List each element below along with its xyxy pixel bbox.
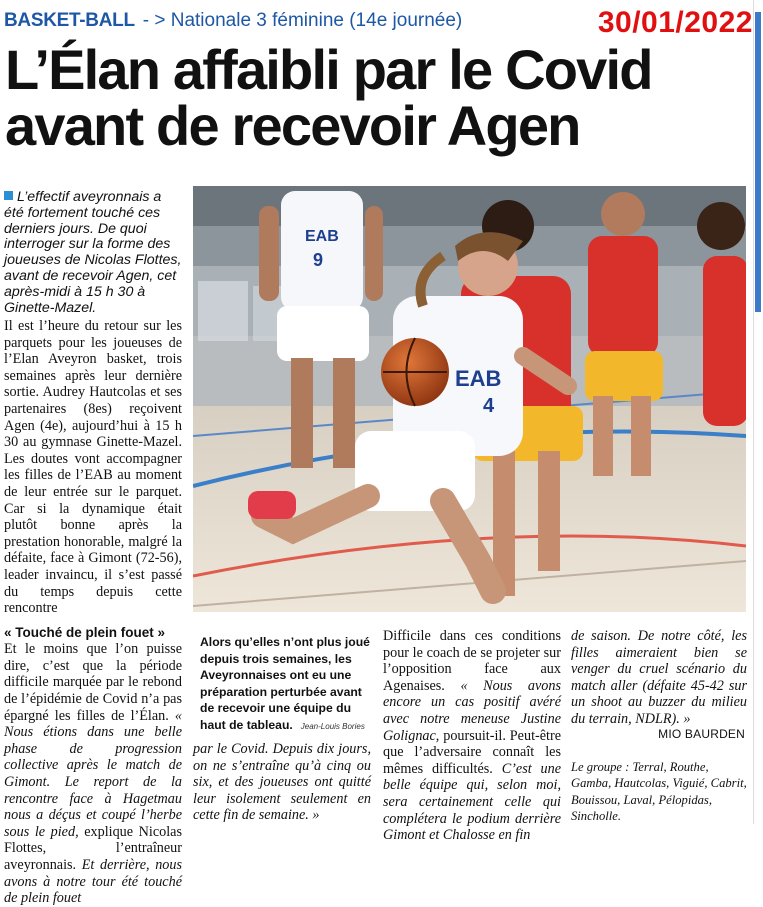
body-text: Difficile dans ces conditions pour le coach de se projeter sur l’opposition face aux Agenaises. <box>383 628 561 694</box>
body-paragraph-1: Il est l’heure du retour sur les parquets pour les joueuses de l’Elan Aveyron basket, trois semaines après leur dernière sortie. Audrey Hautcolas et ses partenaires (8es) reçoivent Agen (4e), aujourd’hui à 15 h 30 au gymnase Ginette-Mazel. Les doutes vont accompagner les filles de l’EAB au moment de leur entrée sur le parquet. Car si la dynamique était plutôt bonne après la prestation honorable, malgré la défaite, face à Gimont (72-56), leader invaincu, il s’est passé du temps depuis cette rencontre <box>4 318 182 617</box>
quote-text: « Nous avons encore un cas positif avéré avec notre meneuse Justine Golignac, <box>383 677 561 744</box>
body-text: Et le moins que l’on puisse dire, c’est que la période difficile marquée par le rebond de l’épidémie de Covid n’a pas épargné les filles de l’Élan. <box>4 641 182 724</box>
quote-text: Et derrière, nous avons à notre tour été touché de plein fouet <box>4 857 182 907</box>
author-signature: MIO BAURDEN <box>658 727 745 741</box>
article-column-1 <box>4 318 182 907</box>
caption-text: Alors qu’elles n’ont plus joué depuis trois semaines, les Aveyronnaises ont eu une préparation perturbée avant de recevoir une équipe du haut de tableau. <box>200 635 370 732</box>
photo-caption <box>200 634 376 736</box>
jersey-text-eab: EAB <box>305 228 339 245</box>
quote-text: « Nous étions dans une belle phase de progression collective après le match de Gimont. Le report de la rencontre face à Hagetmau nous a déçus et coupé l’herbe sous le pied, <box>4 707 182 840</box>
article-column-4: de saison. De notre côté, les filles aimeraient bien se venger du cruel scénario du match aller (défaite 45-42 sur un shoot au buzzer du milieu du terrain, NDLR). » <box>571 628 747 727</box>
quote-text: C’est une belle équipe qui, selon moi, sera certainement celle qui complétera le podium derrière Gimont et Chalosse en fin <box>383 760 562 844</box>
article-column-2: par le Covid. Depuis dix jours, on ne s’entraîne qu’à cinq ou six, et des joueuses ont quitté leur isolement seulement en cette fin de semaine. » <box>193 741 371 824</box>
body-text: explique Nicolas Flottes, l’entraîneur aveyronnais. <box>4 823 182 873</box>
article-column-3 <box>383 628 561 844</box>
body-paragraph-2 <box>4 641 182 907</box>
publication-date: 30/01/2022 <box>597 6 753 39</box>
jersey-number-4: 4 <box>483 395 495 417</box>
rubric-arrow: - > <box>142 10 171 31</box>
competition-label: Nationale 3 féminine (14e journée) <box>170 10 463 31</box>
team-roster: Le groupe : Terral, Routhe, Gamba, Hautcolas, Viguié, Cabrit, Bouissou, Laval, Pélopidas, Sincholle. <box>571 760 747 824</box>
photo-credit: Jean-Louis Bories <box>300 721 365 731</box>
section-rubric <box>4 10 462 32</box>
body-text: poursuit-il. Peut-être que l’adversaire connaît les mêmes difficultés. <box>383 727 561 777</box>
subheading: « Touché de plein fouet » <box>4 624 166 640</box>
article-photo <box>193 186 746 612</box>
jersey-number-9: 9 <box>313 250 324 270</box>
adjacent-page-strip <box>755 12 761 312</box>
headline <box>5 38 725 157</box>
basketball-photo-illustration <box>193 186 746 612</box>
jersey-text-eab: EAB <box>455 366 502 391</box>
lead-text: L’effectif aveyronnais a été fortement touché ces derniers jours. De quoi interroger sur la forme des joueuses de Nicolas Flottes, avant de recevoir Agen, cet après-midi à 15 h 30 à Ginette-Mazel. <box>4 189 182 316</box>
headline-line-1: L’Élan affaibli par le Covid <box>5 38 652 101</box>
lead-marker-icon <box>4 191 13 200</box>
headline-line-2: avant de recevoir Agen <box>5 94 580 157</box>
sport-label: BASKET-BALL <box>4 10 135 31</box>
lead-paragraph <box>4 190 182 316</box>
